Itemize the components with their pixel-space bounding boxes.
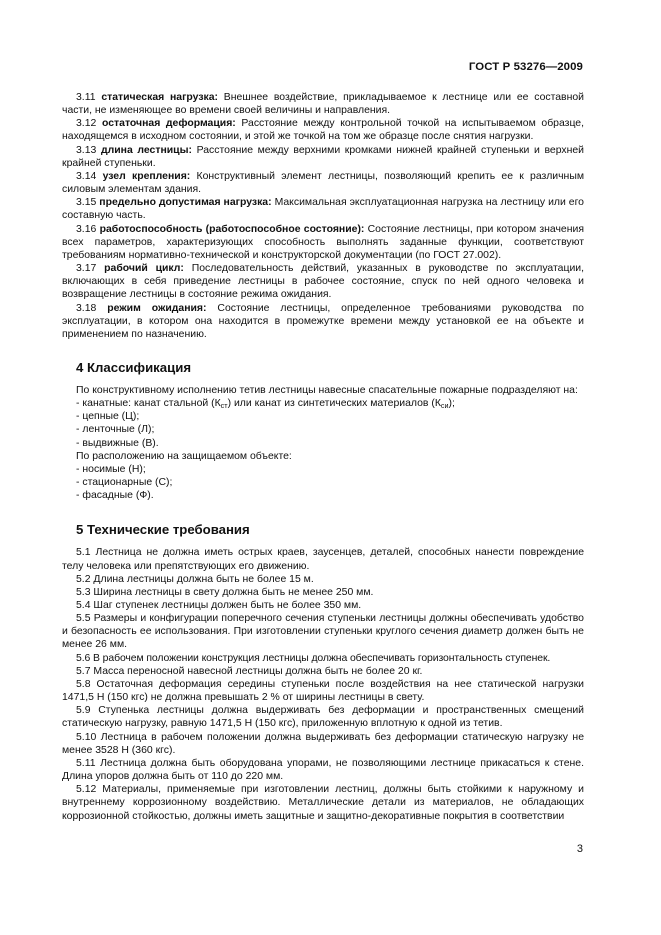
- definition-number: 3.14: [76, 170, 97, 182]
- definition-text: Расстояние между контрольной точкой на испытываемом образце, находящемся в исходном состоянии, и этой же точкой на том же образце после снятия нагрузки.: [62, 118, 585, 143]
- classification-intro: По конструктивному исполнению тетив лестницы навесные спасательные пожарные подразделяют на:: [76, 384, 578, 396]
- definition-number: 3.11: [76, 92, 96, 103]
- page-number: 3: [576, 843, 583, 855]
- definition-term: работоспособность (работоспособное состояние):: [99, 223, 365, 235]
- definition-term: статическая нагрузка:: [101, 92, 219, 103]
- requirement-paragraph: 5.2 Длина лестницы должна быть не более 15 м.: [76, 573, 314, 585]
- list-item: - фасадные (Ф).: [76, 490, 154, 502]
- list-item: - носимые (Н);: [76, 463, 146, 475]
- definition-text: Максимальная эксплуатационная нагрузка на лестницу или его составную часть.: [62, 197, 584, 222]
- definition-paragraph: [62, 91, 584, 117]
- requirement-paragraph: 5.10 Лестница в рабочем положении должна выдерживать без деформации статическую нагрузку не менее 3528 Н (360 кгс).: [62, 731, 584, 756]
- requirement-paragraph: 5.1 Лестница не должна иметь острых краев, заусенцев, деталей, способных нанести повреждение телу человека или препятствующих его движению.: [62, 547, 584, 572]
- definition-paragraph: [62, 117, 584, 143]
- definition-text: Расстояние между верхними кромками нижней крайней ступеньки и верхней крайней ступеньки.: [62, 144, 584, 169]
- section-4-title: 4 Классификация: [76, 359, 192, 375]
- definition-paragraph: [62, 223, 584, 262]
- definition-paragraph: [62, 170, 584, 196]
- definition-text: Последовательность действий, указанных в руководстве по эксплуатации, включающих в себя приведение лестницы в рабочее состояние, спуск по ней одного человека и возвращение лестницы в состояние режима ожидания.: [62, 263, 585, 301]
- definition-term: остаточная деформация:: [101, 118, 236, 130]
- list-item: - стационарные (С);: [76, 477, 173, 489]
- requirement-paragraph: 5.7 Масса переносной навесной лестницы должна быть не более 20 кг.: [76, 665, 423, 677]
- definition-term: длина лестницы:: [100, 144, 192, 156]
- definition-paragraph: [62, 262, 584, 301]
- list-item-cable: - канатные: канат стальной $(К_{ст})$ или канат из синтетических материалов $(К_{си})$;: [76, 398, 455, 411]
- section-5-title: 5 Технические требования: [76, 522, 250, 538]
- definition-number: 3.18: [76, 302, 97, 314]
- definition-text: Состояние лестницы, при котором значения всех параметров, характеризующих способность выполнять заданные функции, соответствуют требованиям нормативно-технической и конструкторской документации (по ГОСТ 27.002).: [62, 223, 584, 261]
- requirement-paragraph: 5.11 Лестница должна быть оборудована упорами, не позволяющими лестнице прикасаться к стене. Длина упоров должна быть от 110 до 220 мм.: [62, 757, 584, 783]
- page-content: [62, 91, 584, 823]
- location-intro: По расположению на защищаемом объекте:: [76, 450, 292, 462]
- list-item: - выдвижные (В).: [76, 437, 159, 449]
- requirement-paragraph: 5.5 Размеры и конфигурации поперечного сечения ступеньки лестницы должны обеспечивать удобство и безопасность ее использования. При изготовлении ступеньки круглого сечения диаметр должен быть не менее 26 мм.: [62, 613, 584, 651]
- definition-term: узел крепления:: [102, 170, 191, 182]
- requirement-paragraph: 5.4 Шаг ступенек лестницы должен быть не более 350 мм.: [76, 600, 362, 611]
- list-item: - цепные (Ц);: [76, 411, 140, 423]
- definition-term: рабочий цикл:: [104, 263, 184, 275]
- list-item: - ленточные (Л);: [76, 424, 155, 436]
- definition-term: предельно допустимая нагрузка:: [99, 197, 272, 209]
- definitions-list: [62, 91, 584, 341]
- definition-number: 3.15: [76, 197, 97, 209]
- definition-number: 3.12: [76, 118, 97, 130]
- definition-paragraph: [62, 196, 584, 222]
- definition-number: 3.17: [76, 263, 97, 275]
- definition-text: Состояние лестницы, определенное требованиями руководства по эксплуатации, в котором она находится в промежутке времени между установкой ее на объекте и применением по назначению.: [62, 302, 584, 340]
- definition-term: режим ожидания:: [107, 302, 207, 314]
- requirement-paragraph: 5.6 В рабочем положении конструкция лестницы должна обеспечивать горизонтальность ступенек.: [76, 652, 551, 664]
- definition-text: Внешнее воздействие, прикладываемое к лестнице или ее составной части, не изменяющее во времени своей величины и направления.: [62, 92, 584, 117]
- definition-number: 3.16: [76, 223, 97, 235]
- definition-paragraph: [62, 302, 584, 341]
- requirement-paragraph: 5.12 Материалы, применяемые при изготовлении лестниц, должны быть стойкими к наружному и внутреннему коррозионному воздействию. Металлические детали из материалов, не обладающих коррозионной стойкостью, должны иметь защитные и защитно-декоративные покрытия в соответствии: [62, 784, 584, 822]
- document-id-header: ГОСТ Р 53276—2009: [468, 61, 583, 73]
- definition-text: Конструктивный элемент лестницы, позволяющий крепить ее к различным силовым элементам здания.: [62, 170, 585, 196]
- requirement-paragraph: 5.8 Остаточная деформация середины ступеньки после воздействия на нее статической нагрузки 1471,5 Н (150 кгс) не должна превышать 2 % от ширины лестницы в свету.: [62, 678, 584, 704]
- definition-number: 3.13: [76, 144, 97, 156]
- definition-paragraph: [62, 144, 584, 170]
- requirement-paragraph: 5.9 Ступенька лестницы должна выдерживать без деформации и пространственных смещений статическую нагрузку, равную 1471,5 Н (150 кгс), приложенную вплотную к одной из тетив.: [62, 705, 584, 730]
- requirement-paragraph: 5.3 Ширина лестницы в свету должна быть не менее 250 мм.: [76, 586, 374, 598]
